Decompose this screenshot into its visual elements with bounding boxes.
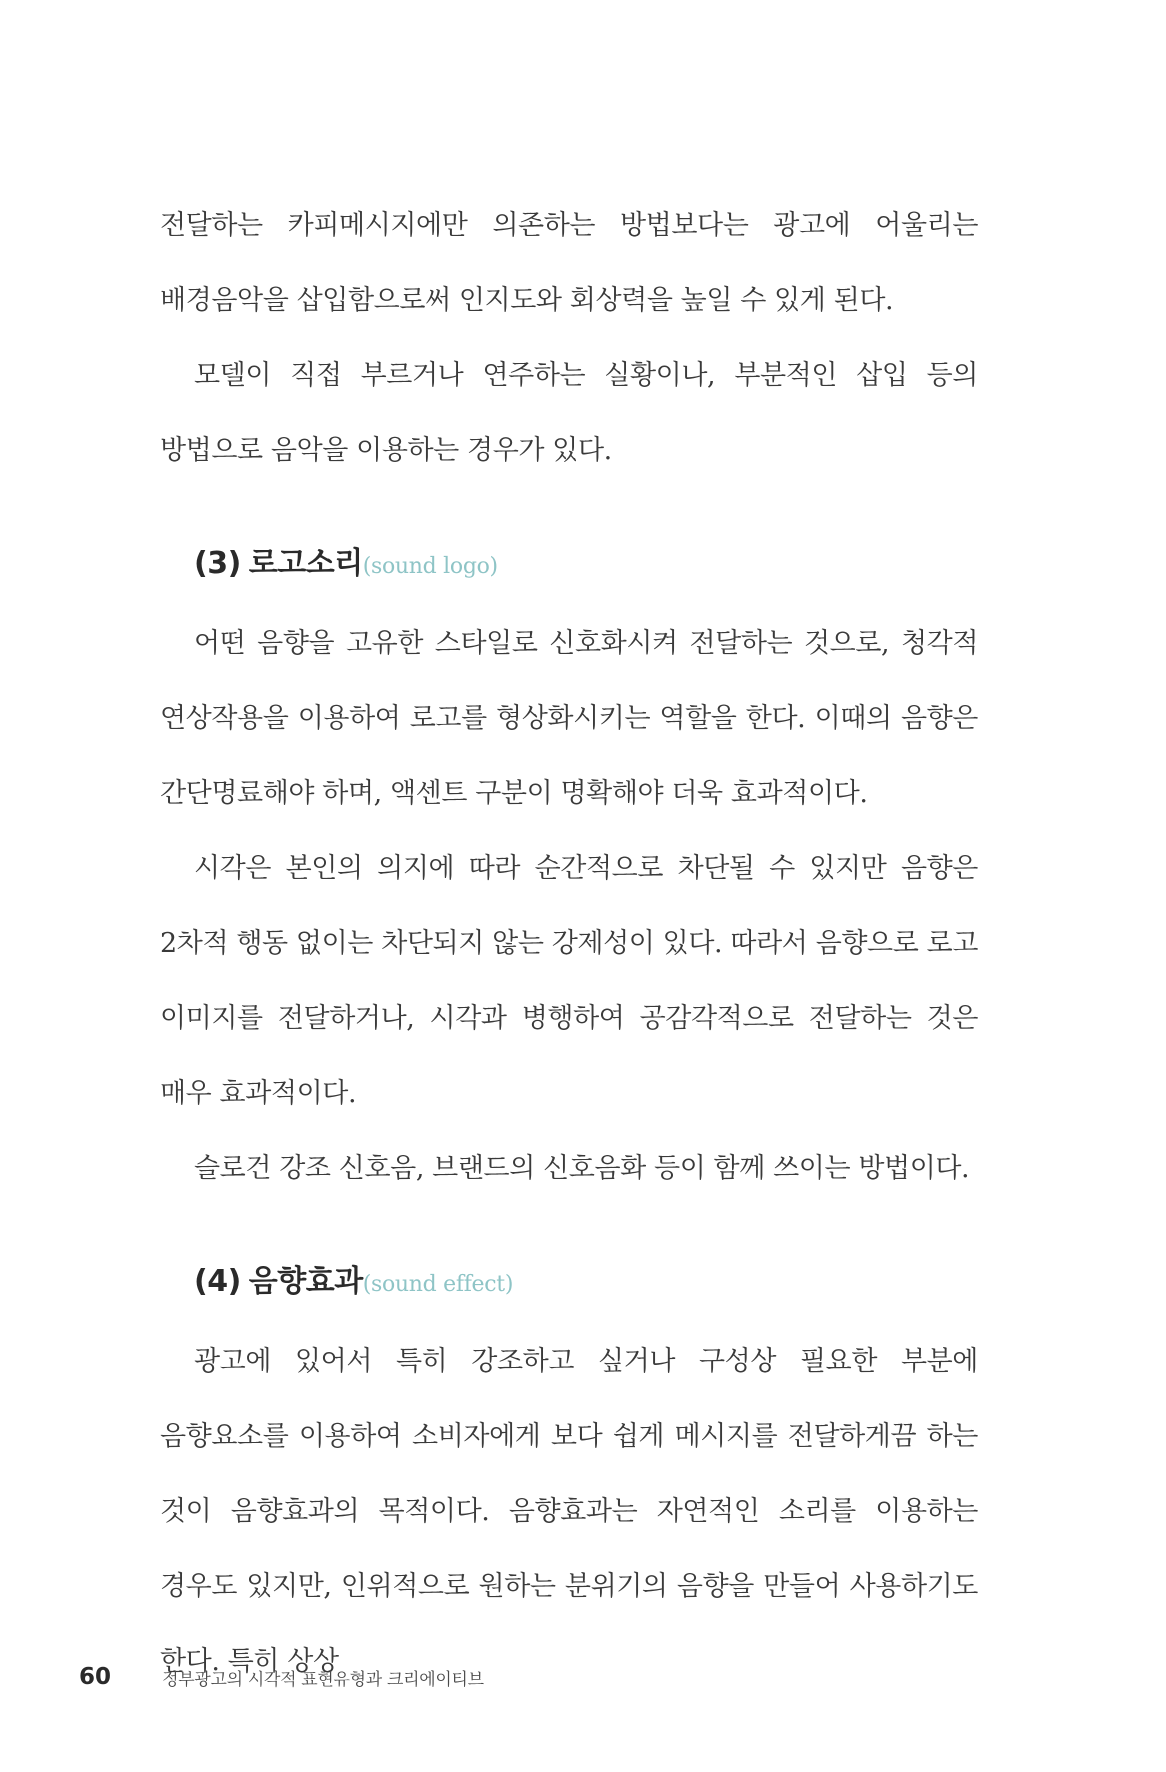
- running-title: 정부광고의 시각적 표현유형과 크리에이티브: [162, 1669, 484, 1690]
- paragraph-sound-logo-methods: 슬로건 강조 신호음, 브랜드의 신호음화 등이 함께 쓰이는 방법이다.: [194, 1153, 970, 1184]
- paragraph-intro-live-music: 모델이 직접 부르거나 연주하는 실황이나, 부분적인 삽입 등의 방법으로 음악을 이용하는 경우가 있다.: [160, 360, 978, 466]
- section-heading-sound-logo: [194, 536, 978, 596]
- paragraph-sound-logo-definition: 어떤 음향을 고유한 스타일로 신호화시켜 전달하는 것으로, 청각적 연상작용을 이용하여 로고를 형상화시키는 역할을 한다. 이때의 음향은 간단명료해야 하며, 액센트 구분이 명확해야 더욱 효과적이다.: [160, 628, 978, 809]
- section-english-title: (sound effect): [362, 1272, 514, 1297]
- section-title: 로고소리: [248, 546, 363, 581]
- section-number: (3): [194, 546, 241, 581]
- paragraph-sound-logo-effect: 시각은 본인의 의지에 따라 순간적으로 차단될 수 있지만 음향은 2차적 행동 없이는 차단되지 않는 강제성이 있다. 따라서 음향으로 로고 이미지를 전달하거나, 시각과 병행하여 공감각적으로 전달하는 것은 매우 효과적이다.: [160, 853, 978, 1109]
- section-title: 음향효과: [248, 1264, 363, 1299]
- page-footer: [79, 1664, 484, 1694]
- section-number: (4): [194, 1264, 241, 1299]
- paragraph-sound-effect-purpose: 광고에 있어서 특히 강조하고 싶거나 구성상 필요한 부분에 음향요소를 이용하여 소비자에게 보다 쉽게 메시지를 전달하게끔 하는 것이 음향효과의 목적이다. 음향효과는 자연적인 소리를 이용하는 경우도 있지만, 인위적으로 원하는 분위기의 음향을 만들어 사용하기도 한다. 특히 상상: [160, 1346, 978, 1677]
- section-heading-sound-effect: [194, 1254, 978, 1314]
- section-english-title: (sound logo): [362, 554, 498, 579]
- page-number: 60: [79, 1664, 112, 1690]
- body-content: [160, 188, 978, 1699]
- paragraph-intro-continued: 전달하는 카피메시지에만 의존하는 방법보다는 광고에 어울리는 배경음악을 삽입함으로써 인지도와 회상력을 높일 수 있게 된다.: [160, 210, 978, 316]
